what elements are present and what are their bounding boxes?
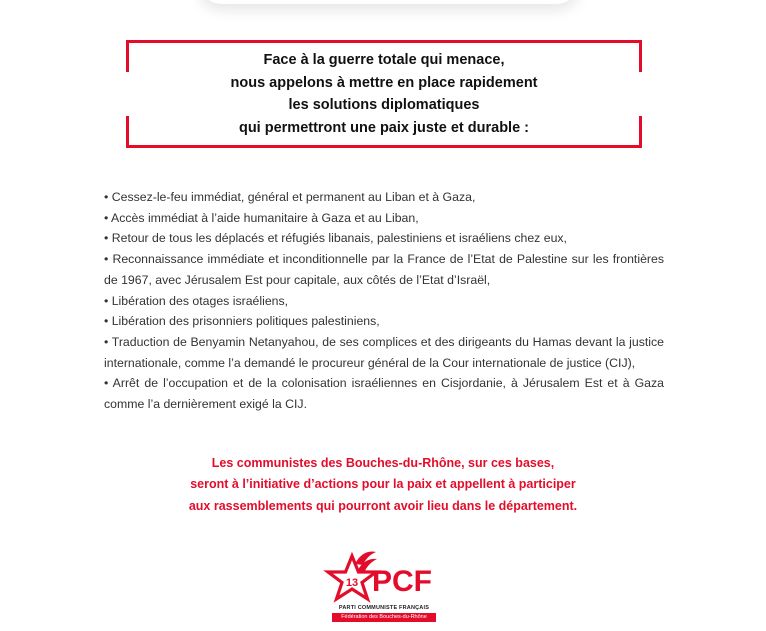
demand-item: • Retour de tous les déplacés et réfugiés libanais, palestiniens et israéliens chez eux,: [104, 231, 567, 246]
logo-federation: Fédération des Bouches-du-Rhône: [332, 613, 436, 622]
top-card-shadow: [198, 0, 580, 4]
closing-line: seront à l’initiative d’actions pour la paix et appellent à participer: [190, 477, 576, 492]
callout-box: [126, 40, 642, 148]
logo-number: 13: [345, 577, 359, 589]
demand-item: • Reconnaissance immédiate et inconditionnelle par la France de l’Etat de Palestine sur les frontières de 1967, avec Jérusalem Est pour capitale, aux côtés de l’Etat d’Israël,: [104, 252, 664, 287]
demand-item: • Libération des otages israéliens,: [104, 293, 289, 308]
callout-bottom-border: [126, 145, 642, 148]
closing-line: aux rassemblements qui pourront avoir lieu dans le département.: [188, 498, 578, 513]
callout-heading: [126, 49, 642, 139]
callout-top-border: [126, 40, 642, 43]
demand-item: • Arrêt de l’occupation et de la colonisation israéliennes en Cisjordanie, à Jérusalem Est et à Gaza comme l’a dernièrement exigé la CIJ.: [104, 376, 664, 412]
logo-subtitle: PARTI COMMUNISTE FRANÇAIS: [338, 605, 430, 611]
callout-line: les solutions diplomatiques: [288, 97, 480, 113]
callout-line: Face à la guerre totale qui menace,: [263, 52, 505, 68]
demands-list: [104, 187, 664, 415]
closing-statement: [100, 453, 666, 517]
demand-item: • Traduction de Benyamin Netanyahou, de ses complices et des dirigeants du Hamas devant la justice internationale, comme l’a demandé le procureur général de la Cour internationale de justice (CIJ),: [104, 334, 664, 370]
callout-line: qui permettront une paix juste et durable :: [238, 119, 530, 136]
closing-line: Les communistes des Bouches-du-Rhône, sur ces bases,: [211, 456, 555, 470]
logo-name: PCF: [372, 565, 432, 598]
demand-item: • Libération des prisonniers politiques palestiniens,: [104, 314, 380, 329]
demand-item: • Accès immédiat à l’aide humanitaire à Gaza et au Liban,: [104, 210, 419, 225]
callout-line: nous appelons à mettre en place rapidement: [230, 74, 538, 91]
demand-item: • Cessez-le-feu immédiat, général et permanent au Liban et à Gaza,: [104, 190, 476, 204]
pcf-logo: [322, 546, 446, 626]
